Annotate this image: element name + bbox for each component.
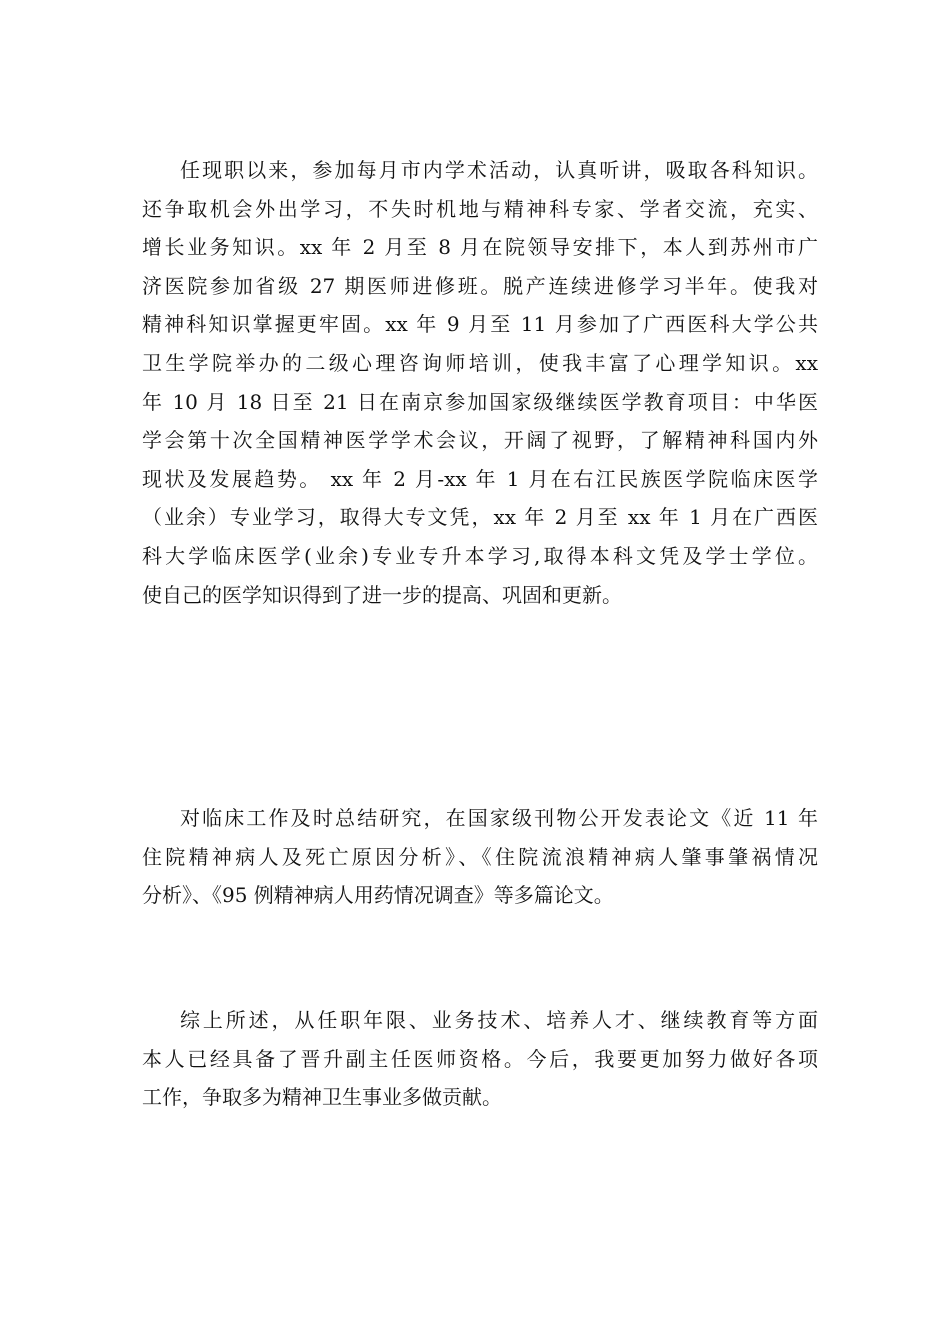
text-line: 工作，争取多为精神卫生事业多做贡献。 [142,1085,502,1110]
text-line: 年 10 月 18 日至 21 日在南京参加国家级继续医学教育项目：中华医 [142,389,818,414]
text-line: 现状及发展趋势。 xx 年 2 月-xx 年 1 月在右江民族医学院临床医学 [142,466,818,491]
paragraph-continuing-education [142,151,818,614]
text-line: 对临床工作及时总结研究，在国家级刊物公开发表论文《近 11 年 [180,806,818,830]
text-line: 增长业务知识。xx 年 2 月至 8 月在院领导安排下，本人到苏州市广 [142,235,818,260]
text-line: 本人已经具备了晋升副主任医师资格。今后，我要更加努力做好各项 [142,1046,818,1071]
text-line: 精神科知识掌握更牢固。xx 年 9 月至 11 月参加了广西医科大学公共 [142,312,818,337]
text-line: 综上所述，从任职年限、业务技术、培养人才、继续教育等方面 [180,1008,818,1032]
text-line: 使自己的医学知识得到了进一步的提高、巩固和更新。 [142,582,622,607]
text-line: 还争取机会外出学习，不失时机地与精神科专家、学者交流，充实、 [142,196,818,221]
text-line: 分析》、《95 例精神病人用药情况调查》等多篇论文。 [142,883,614,908]
text-line: 济医院参加省级 27 期医师进修班。脱产连续进修学习半年。使我对 [142,273,818,298]
paragraph-conclusion [142,1001,818,1117]
text-line: （业余）专业学习，取得大专文凭，xx 年 2 月至 xx 年 1 月在广西医 [142,505,818,530]
paragraph-publications [142,799,818,915]
text-line: 学会第十次全国精神医学学术会议，开阔了视野，了解精神科国内外 [142,428,818,453]
text-line: 卫生学院举办的二级心理咨询师培训，使我丰富了心理学知识。xx [142,350,818,375]
text-line: 科大学临床医学(业余)专业专升本学习,取得本科文凭及学士学位。 [142,543,818,568]
text-line: 任现职以来，参加每月市内学术活动，认真听讲，吸取各科知识。 [180,158,818,182]
text-line: 住院精神病人及死亡原因分析》、《住院流浪精神病人肇事肇祸情况 [142,844,818,869]
